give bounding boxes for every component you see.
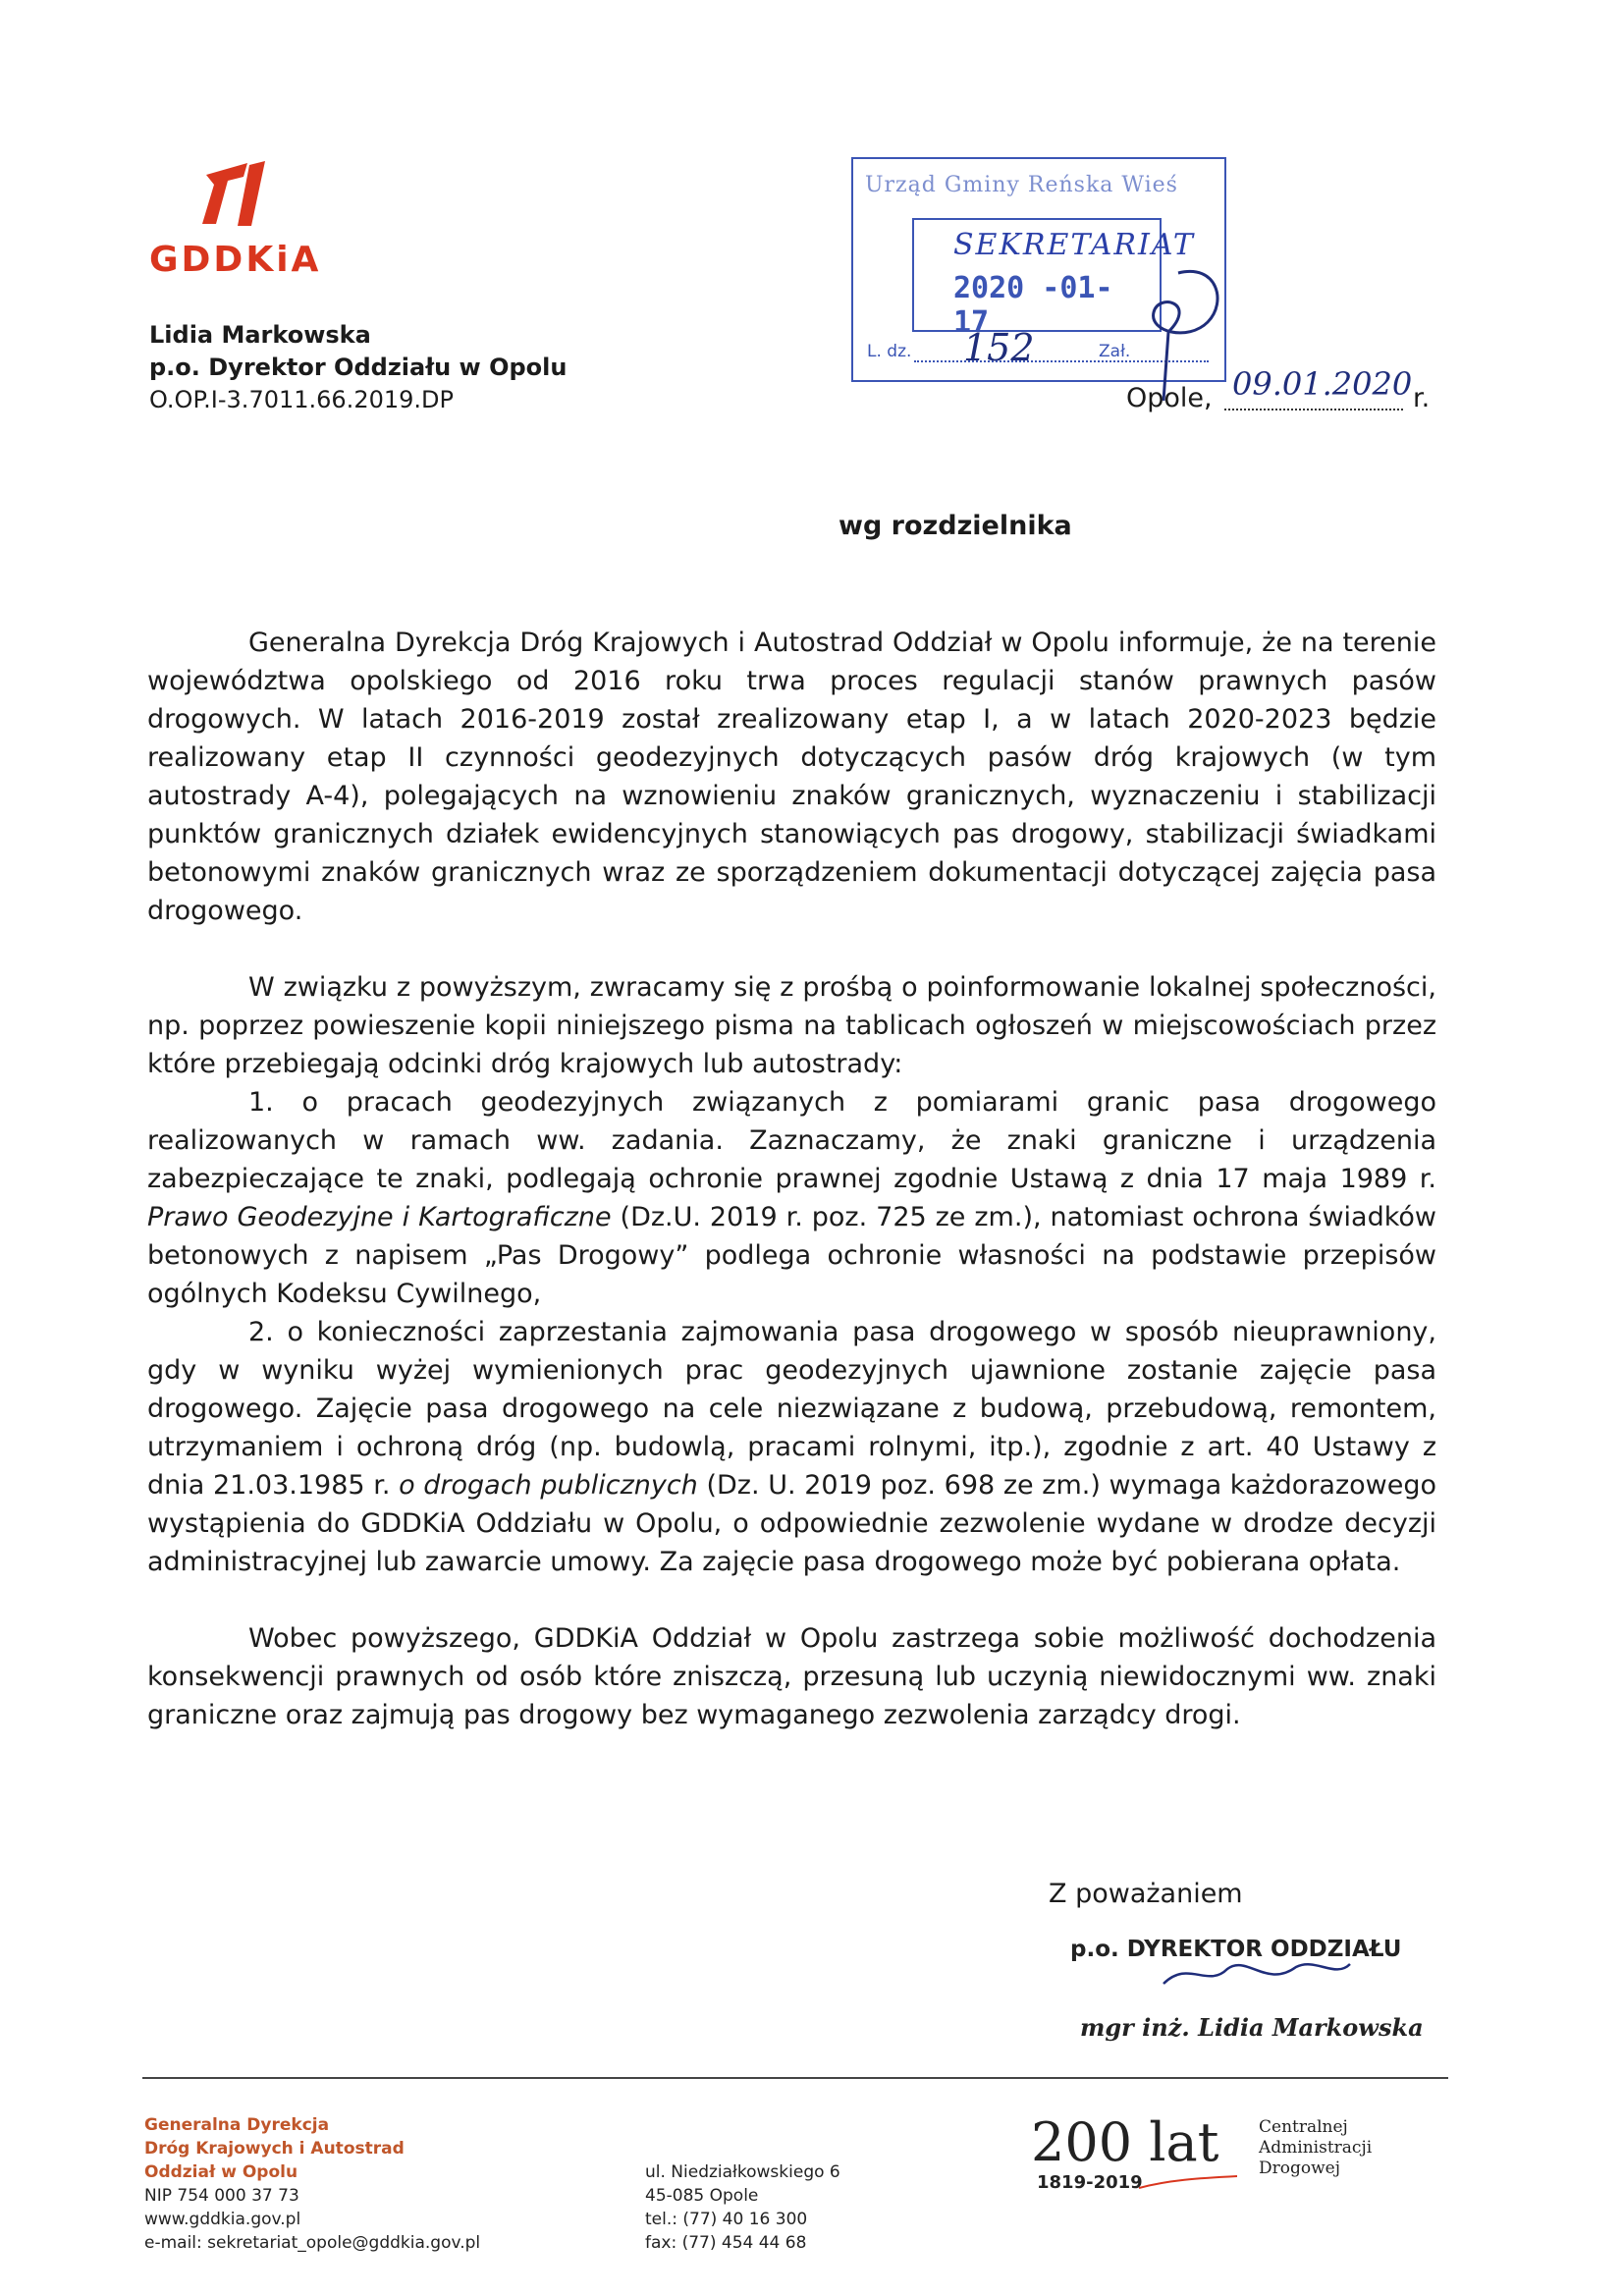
- stamp-office: Urząd Gminy Reńska Wieś: [865, 173, 1178, 197]
- footer-org-line-2: Dróg Krajowych i Autostrad: [144, 2139, 405, 2159]
- date-line: [1126, 365, 1460, 422]
- list-item-2-italic: o drogach publicznych: [399, 1470, 698, 1501]
- jubilee-swoosh-icon: [1139, 2174, 1237, 2194]
- jubilee-org: [1259, 2117, 1372, 2179]
- list-item-1-text-a: 1. o pracach geodezyjnych związanych z pomiarami granic pasa drogowego realizowanych w ramach ww. zadania. Zaznaczamy, że znaki graniczne i urządzenia zabezpieczające te znaki, podlegają ochronie prawnej zgodnie Ustawą z dnia 17 maja 1989 r.: [147, 1087, 1436, 1194]
- footer-postcode: 45-085 Opole: [645, 2186, 759, 2206]
- stamp-ldz-label: L. dz.: [867, 342, 912, 361]
- footer-phone: tel.: (77) 40 16 300: [645, 2210, 808, 2229]
- paragraph-1: Generalna Dyrekcja Dróg Krajowych i Autostrad Oddział w Opolu informuje, że na terenie województwa opolskiego od 2016 roku trwa proces regulacji stanów prawnych pasów drogowych. W latach 2016-2019 został zrealizowany etap I, a w latach 2020-2023 będzie realizowany etap II czynności geodezyjnych dotyczących pasów dróg krajowych (w tym autostrady A-4), polegających na wznowieniu znaków granicznych, wyznaczeniu i stabilizacji punktów granicznych działek ewidencyjnych stanowiących pas drogowy, stabilizacji świadkami betonowymi znaków granicznych wraz ze sporządzeniem dokumentacji dotyczącej zajęcia pasa drogowego.: [147, 628, 1436, 926]
- sender-name: Lidia Markowska: [149, 321, 371, 349]
- signature-title: p.o. DYREKTOR ODDZIAŁU: [1070, 1937, 1402, 1962]
- letter-body: [147, 624, 1436, 1734]
- date-place: Opole,: [1126, 383, 1213, 413]
- footer-org-line-1: Generalna Dyrekcja: [144, 2115, 330, 2135]
- jubilee-org-line-2: Administracji: [1259, 2138, 1373, 2158]
- footer-fax: fax: (77) 454 44 68: [645, 2233, 807, 2253]
- paragraph-2: W związku z powyższym, zwracamy się z prośbą o poinformowanie lokalnej społeczności, np. poprzez powieszenie kopii niniejszego pisma na tablicach ogłoszeń w miejscowościach przez które przebiegają odcinki dróg krajowych lub autostrady:: [147, 972, 1436, 1079]
- date-dots: [1224, 409, 1403, 410]
- list-item-1: [147, 1083, 1436, 1313]
- closing-regards: Z poważaniem: [1049, 1879, 1243, 1909]
- gddkia-logo: [149, 155, 346, 283]
- addressee: wg rozdzielnika: [839, 511, 1072, 541]
- gddkia-logo-icon: [189, 155, 297, 234]
- list-item-2-text-b: (Dz. U. 2019 poz. 698 ze zm.) wymaga każdorazowego wystąpienia do GDDKiA Oddziału w Opolu, o odpowiednie zezwolenie wydane w drodze decyzji administracyjnej lub zawarcie umowy. Za zajęcie pasa drogowego może być pobierana opłata.: [147, 1470, 1437, 1577]
- date-handwritten: 09.01.2020: [1232, 365, 1413, 403]
- list-item-2-text-a: 2. o konieczności zaprzestania zajmowania pasa drogowego w sposób nieuprawniony, gdy w wyniku wyżej wymienionych prac geodezyjnych ujawnione zostanie zajęcie pasa drogowego. Zajęcie pasa drogowego na cele niezwiązane z budową, przebudową, remontem, utrzymaniem i ochroną dróg (np. budowlą, pracami rolnymi, itp.), zgodnie z art. 40 Ustawy z dnia 21.03.1985 r.: [147, 1317, 1436, 1501]
- jubilee-org-line-1: Centralnej: [1259, 2117, 1348, 2137]
- footer-organization: [144, 2113, 480, 2255]
- footer-street: ul. Niedziałkowskiego 6: [645, 2162, 840, 2182]
- footer-divider: [142, 2077, 1448, 2079]
- signature-name: mgr inż. Lidia Markowska: [1080, 2013, 1424, 2042]
- list-item-2: [147, 1313, 1436, 1581]
- stamp-department: SEKRETARIAT: [953, 228, 1195, 262]
- sender-title: p.o. Dyrektor Oddziału w Opolu: [149, 354, 568, 381]
- list-item-1-italic: Prawo Geodezyjne i Kartograficzne: [147, 1202, 612, 1232]
- stamp-date: 2020 -01- 17: [953, 271, 1113, 340]
- footer-website: www.gddkia.gov.pl: [144, 2210, 301, 2229]
- reference-number: O.OP.I-3.7011.66.2019.DP: [149, 386, 454, 413]
- paragraph-3: Wobec powyższego, GDDKiA Oddział w Opolu zastrzega sobie możliwość dochodzenia konsekwencji prawnych od osób które zniszczą, przesuną lub uczynią niewidocznymi ww. znaki graniczne oraz zajmują pas drogowy bez wymaganego zezwolenia zarządcy drogi.: [147, 1623, 1436, 1730]
- date-suffix: r.: [1413, 383, 1431, 413]
- handwritten-signature: [1159, 1949, 1355, 1998]
- footer-address: [645, 2160, 840, 2255]
- footer-org-line-3: Oddział w Opolu: [144, 2162, 298, 2182]
- jubilee-years: 1819-2019: [1037, 2172, 1143, 2193]
- sender-block: [149, 319, 567, 416]
- jubilee-org-line-3: Drogowej: [1259, 2159, 1340, 2178]
- logo-wordmark: GDDKiA: [149, 240, 322, 280]
- stamp-ldz-value: 152: [963, 326, 1035, 369]
- footer-nip: NIP 754 000 37 73: [144, 2186, 299, 2206]
- jubilee-logo: [1031, 2111, 1404, 2210]
- jubilee-title: 200 lat: [1031, 2111, 1219, 2173]
- list-item-1-text-b: (Dz.U. 2019 r. poz. 725 ze zm.), natomiast ochrona świadków betonowych z napisem „Pas Drogowy” podlega ochronie własności na podstawie przepisów ogólnych Kodeksu Cywilnego,: [147, 1202, 1436, 1309]
- stamp-zal-label: Zał.: [1099, 342, 1131, 361]
- footer-email: e-mail: sekretariat_opole@gddkia.gov.pl: [144, 2233, 481, 2253]
